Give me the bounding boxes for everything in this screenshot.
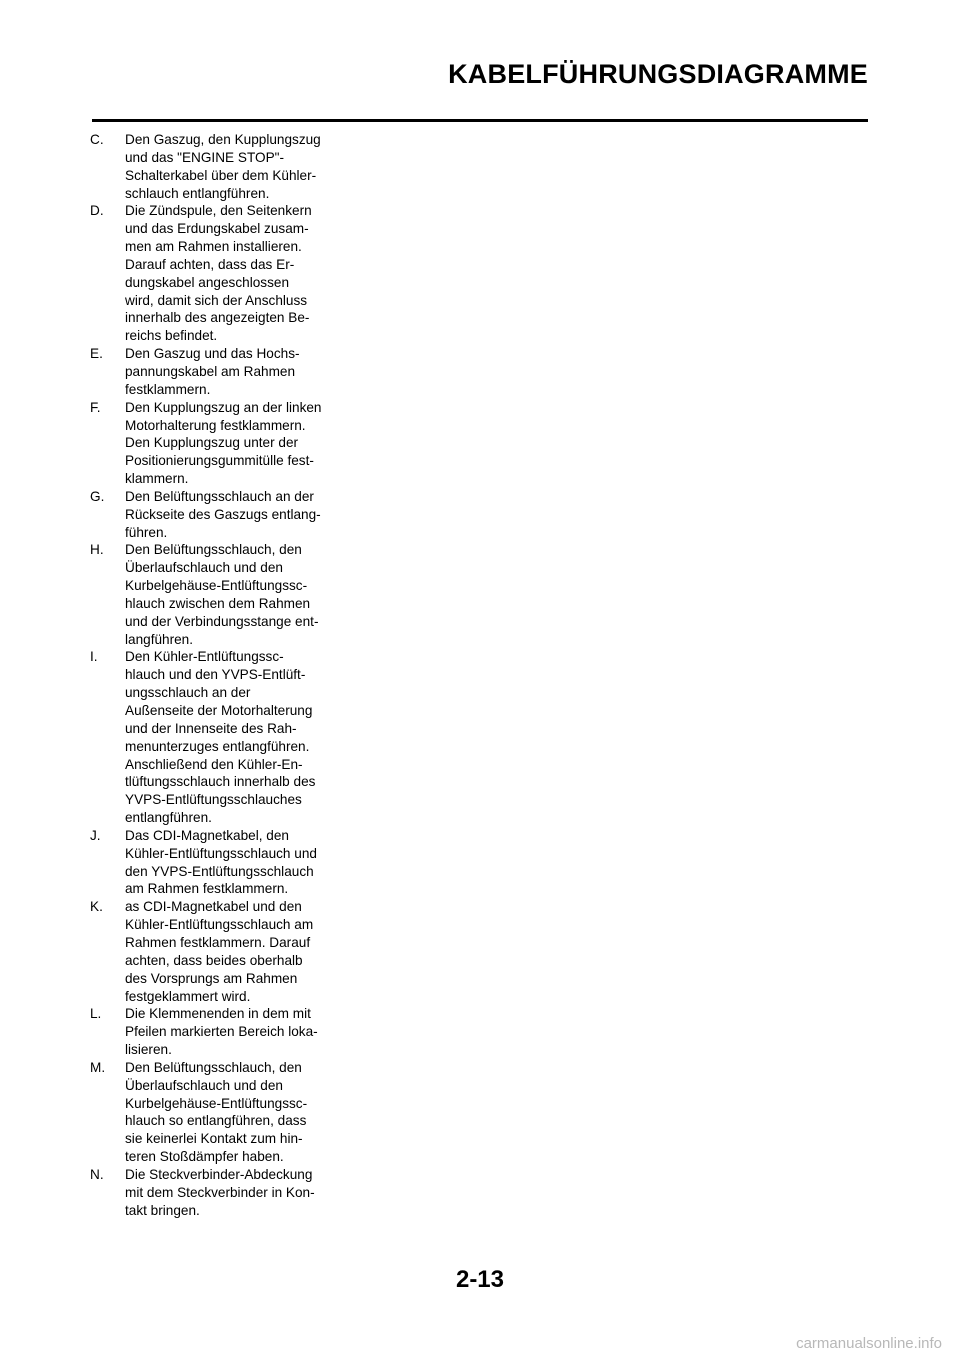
step-text: Das CDI-Magnetkabel, den Kühler-Entlüftungsschlauch und den YVPS-Entlüftungsschlauch am Rahmen festklammern. (125, 827, 317, 897)
list-item (90, 898, 340, 1005)
step-text: Den Belüftungsschlauch an der Rückseite des Gaszugs entlang- führen. (125, 488, 321, 540)
step-letter: N. (90, 1166, 104, 1182)
list-item (90, 1005, 340, 1059)
step-text: Den Kühler-Entlüftungssc- hlauch und den YVPS-Entlüft- ungsschlauch an der Außenseite der Motorhalterung und der Innenseite des Rah- menunterzuges entlangführen. Anschließend den Kühler-En- tlüftungsschlauch innerhalb des YVPS-Entlüftungsschlauches entlangführen. (125, 649, 316, 826)
step-letter: K. (90, 899, 103, 915)
step-text: Die Steckverbinder-Abdeckung mit dem Steckverbinder in Kon- takt bringen. (125, 1166, 315, 1218)
step-letter: C. (90, 132, 104, 147)
instruction-list (90, 131, 340, 1219)
header-rule (92, 119, 868, 122)
step-letter: H. (90, 542, 104, 558)
step-text: as CDI-Magnetkabel und den Kühler-Entlüftungsschlauch am Rahmen festklammern. Darauf achten, dass beides oberhalb des Vorsprungs am Rahmen festgeklammert wird. (125, 899, 314, 1004)
list-item (90, 345, 340, 399)
step-letter: G. (90, 488, 105, 504)
step-letter: D. (90, 203, 104, 219)
step-text: Den Gaszug, den Kupplungszug und das "ENGINE STOP"- Schalterkabel über dem Kühler- schlauch entlangführen. (125, 132, 321, 201)
step-letter: E. (90, 346, 103, 362)
step-text: Den Kupplungszug an der linken Motorhalterung festklammern. Den Kupplungszug unter der Positionierungsgummitülle fest- klammern. (125, 399, 322, 487)
step-text: Den Belüftungsschlauch, den Überlaufschlauch und den Kurbelgehäuse-Entlüftungssc- hlauch zwischen dem Rahmen und der Verbindungsstange ent- langführen. (125, 542, 319, 647)
step-text: Die Klemmenenden in dem mit Pfeilen markierten Bereich loka- lisieren. (125, 1006, 318, 1058)
list-item (90, 202, 340, 345)
list-item (90, 541, 340, 648)
step-text: Den Gaszug und das Hochs- pannungskabel am Rahmen festklammern. (125, 346, 300, 397)
page-number: 2-13 (455, 1266, 505, 1293)
step-letter: M. (90, 1059, 106, 1075)
list-item (90, 827, 340, 898)
step-text: Die Zündspule, den Seitenkern und das Erdungskabel zusam- men am Rahmen installieren. Darauf achten, dass das Er- dungskabel angeschlossen wird, damit sich der Anschluss innerhalb des angezeigten Be- reichs befindet. (125, 203, 312, 344)
list-item (90, 399, 340, 488)
list-item (90, 488, 340, 542)
page-title: KABELFÜHRUNGSDIAGRAMME (448, 59, 868, 89)
step-text: Den Belüftungsschlauch, den Überlaufschlauch und den Kurbelgehäuse-Entlüftungssc- hlauch so entlangführen, dass sie keinerlei Kontakt zum hin- teren Stoßdämpfer haben. (125, 1059, 308, 1165)
step-letter: I. (90, 649, 98, 665)
watermark: carmanualsonline.info (796, 1335, 942, 1352)
step-letter: F. (90, 399, 101, 415)
step-letter: J. (90, 827, 101, 843)
list-item (90, 648, 340, 826)
list-item (90, 1059, 340, 1166)
list-item (90, 1166, 340, 1220)
step-letter: L. (90, 1006, 102, 1022)
list-item (90, 131, 340, 202)
